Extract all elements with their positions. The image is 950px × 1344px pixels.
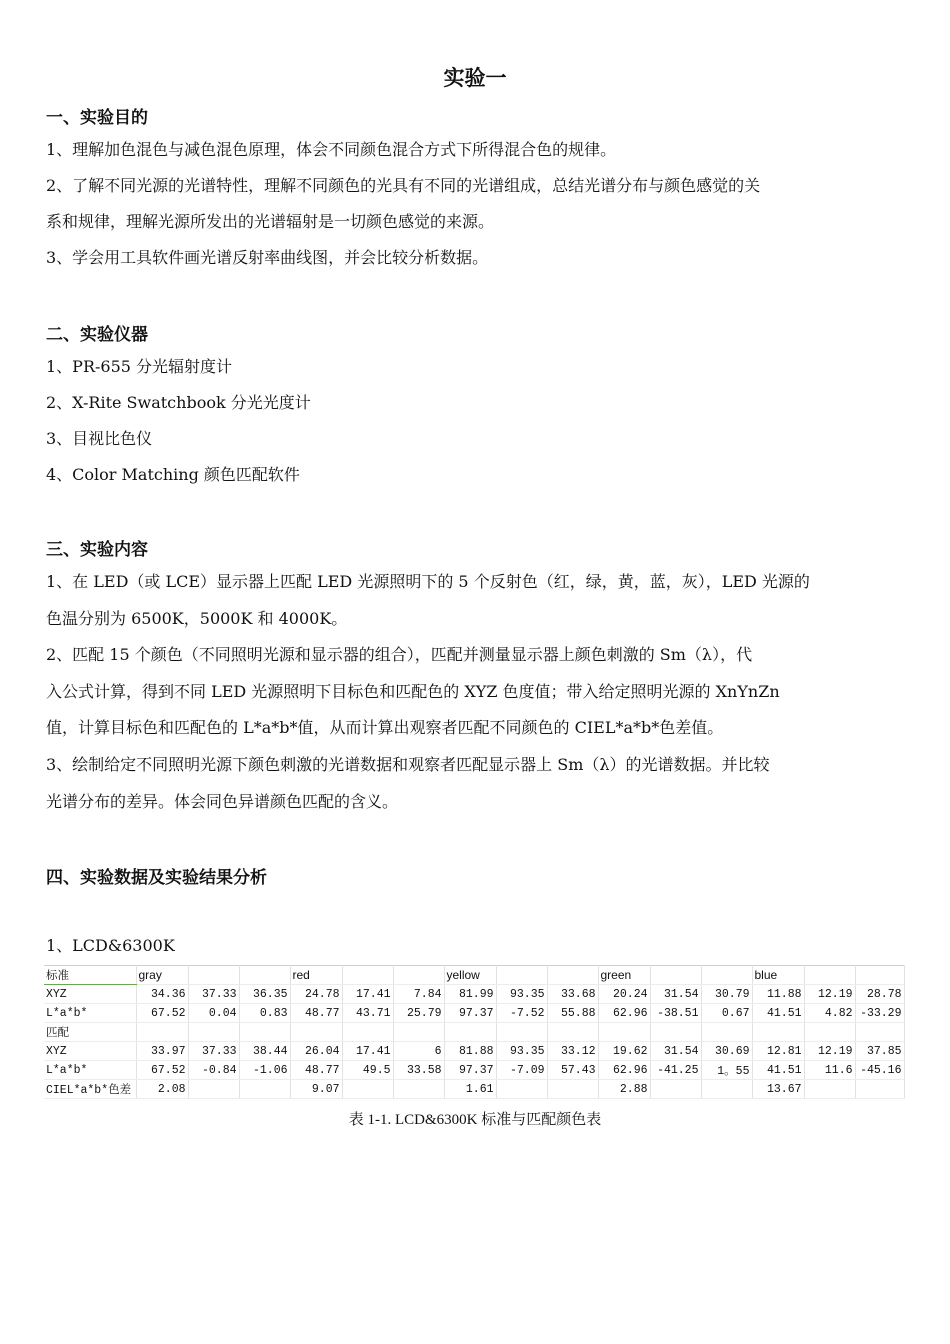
table-cell: 31.54	[650, 985, 701, 1004]
table-cell	[188, 1080, 239, 1099]
table-cell: 19.62	[598, 1042, 650, 1061]
table-cell: 33.58	[393, 1061, 444, 1080]
table-cell: 57.43	[547, 1061, 598, 1080]
paragraph-line: 1、理解加色混色与减色混色原理，体会不同颜色混合方式下所得混合色的规律。	[46, 140, 617, 159]
table-cell: 41.51	[752, 1004, 804, 1023]
table-cell: 24.78	[290, 985, 342, 1004]
table-cell	[496, 1080, 547, 1099]
table-cell	[290, 1023, 342, 1042]
paragraph-line: 光谱分布的差异。体会同色异谱颜色匹配的含义。	[46, 792, 399, 811]
table-cell: -38.51	[650, 1004, 701, 1023]
table-cell: 81.99	[444, 985, 496, 1004]
table-cell: 12.19	[804, 985, 855, 1004]
table-cell: 33.97	[136, 1042, 188, 1061]
table-cell: 48.77	[290, 1061, 342, 1080]
table-cell: -7.09	[496, 1061, 547, 1080]
table-cell: 11.88	[752, 985, 804, 1004]
section-heading-data-analysis: 四、实验数据及实验结果分析	[46, 868, 267, 888]
section-heading-purpose: 一、实验目的	[46, 108, 148, 128]
table-cell	[496, 1023, 547, 1042]
table-cell	[547, 1080, 598, 1099]
table-cell	[547, 966, 598, 985]
table-cell	[598, 1023, 650, 1042]
row-label: L*a*b*	[44, 1004, 136, 1023]
table-cell	[188, 1023, 239, 1042]
table-cell	[496, 966, 547, 985]
color-data-table	[44, 965, 905, 1099]
table-cell: 67.52	[136, 1004, 188, 1023]
table-cell: 7.84	[393, 985, 444, 1004]
table-cell	[342, 1080, 393, 1099]
table-cell	[804, 1080, 855, 1099]
page-title: 实验一	[443, 66, 507, 90]
row-label: 匹配	[44, 1023, 136, 1042]
table-cell: 0.04	[188, 1004, 239, 1023]
table-cell: 2.88	[598, 1080, 650, 1099]
table-cell	[393, 966, 444, 985]
table-cell: 62.96	[598, 1061, 650, 1080]
table-cell: -1.06	[239, 1061, 290, 1080]
table-cell: 55.88	[547, 1004, 598, 1023]
row-label: 标准	[44, 966, 136, 985]
table-cell: 49.5	[342, 1061, 393, 1080]
table-cell: 93.35	[496, 1042, 547, 1061]
table-cell: -45.16	[855, 1061, 904, 1080]
row-label: CIEL*a*b*色差	[44, 1080, 136, 1099]
table-cell: green	[598, 966, 650, 985]
table-cell: 11.6	[804, 1061, 855, 1080]
paragraph-line: 2、了解不同光源的光谱特性，理解不同颜色的光具有不同的光谱组成，总结光谱分布与颜色感觉的关	[46, 176, 761, 195]
table-cell: 20.24	[598, 985, 650, 1004]
table-cell	[342, 966, 393, 985]
table-cell: 30.69	[701, 1042, 752, 1061]
table-cell: 37.85	[855, 1042, 904, 1061]
table-cell: 48.77	[290, 1004, 342, 1023]
table-row	[44, 1042, 904, 1061]
table-cell	[650, 1023, 701, 1042]
table-cell	[701, 1023, 752, 1042]
table-cell: 41.51	[752, 1061, 804, 1080]
table-row	[44, 1061, 904, 1080]
table-cell: 17.41	[342, 985, 393, 1004]
table-cell	[855, 1023, 904, 1042]
table-cell: 26.04	[290, 1042, 342, 1061]
paragraph-line: 色温分别为 6500K，5000K 和 4000K。	[46, 609, 348, 628]
table-cell	[855, 1080, 904, 1099]
table-cell: 1。55	[701, 1061, 752, 1080]
table-cell: 37.33	[188, 985, 239, 1004]
table-cell	[239, 1080, 290, 1099]
table-row	[44, 985, 904, 1004]
table-cell: 6	[393, 1042, 444, 1061]
table-cell: 93.35	[496, 985, 547, 1004]
table-cell: red	[290, 966, 342, 985]
table-caption: 表 1-1. LCD&6300K 标准与匹配颜色表	[348, 1112, 602, 1128]
table-cell	[650, 966, 701, 985]
subsection-label: 1、LCD&6300K	[46, 936, 175, 955]
paragraph-line: 3、绘制给定不同照明光源下颜色刺激的光谱数据和观察者匹配显示器上 Sm（λ）的光谱数据。并比较	[46, 755, 770, 774]
section-heading-content: 三、实验内容	[46, 540, 148, 560]
row-label: XYZ	[44, 1042, 136, 1061]
paragraph-line: 2、匹配 15 个颜色（不同照明光源和显示器的组合），匹配并测量显示器上颜色刺激的 Sm（λ），代	[46, 645, 753, 664]
table-cell: 31.54	[650, 1042, 701, 1061]
table-cell: 34.36	[136, 985, 188, 1004]
table-cell: 97.37	[444, 1004, 496, 1023]
paragraph-line: 入公式计算，得到不同 LED 光源照明下目标色和匹配色的 XYZ 色度值；带入给定照明光源的 XnYnZn	[46, 682, 780, 701]
table-row	[44, 1023, 904, 1042]
table-cell: 4.82	[804, 1004, 855, 1023]
table-cell: 97.37	[444, 1061, 496, 1080]
table-cell	[444, 1023, 496, 1042]
table-cell: 17.41	[342, 1042, 393, 1061]
table-cell: 81.88	[444, 1042, 496, 1061]
table-cell: 12.19	[804, 1042, 855, 1061]
table-cell: yellow	[444, 966, 496, 985]
table-cell: 62.96	[598, 1004, 650, 1023]
table-row	[44, 1004, 904, 1023]
paragraph-line: 3、学会用工具软件画光谱反射率曲线图，并会比较分析数据。	[46, 248, 489, 267]
table-cell: 36.35	[239, 985, 290, 1004]
table-cell	[701, 1080, 752, 1099]
paragraph-line: 值，计算目标色和匹配色的 L*a*b*值，从而计算出观察者匹配不同颜色的 CIEL*a*b*色差值。	[46, 718, 724, 737]
table-cell: 28.78	[855, 985, 904, 1004]
table-cell: blue	[752, 966, 804, 985]
table-cell	[804, 1023, 855, 1042]
table-cell	[393, 1023, 444, 1042]
table-cell: 33.12	[547, 1042, 598, 1061]
table-cell: 1.61	[444, 1080, 496, 1099]
table-cell: 13.67	[752, 1080, 804, 1099]
paragraph-line: 2、X-Rite Swatchbook 分光光度计	[46, 393, 311, 412]
table-cell: 37.33	[188, 1042, 239, 1061]
table-cell	[188, 966, 239, 985]
table-row	[44, 1080, 904, 1099]
table-cell: -41.25	[650, 1061, 701, 1080]
table-cell: -33.29	[855, 1004, 904, 1023]
row-label: L*a*b*	[44, 1061, 136, 1080]
table-cell	[752, 1023, 804, 1042]
table-cell: 12.81	[752, 1042, 804, 1061]
table-cell: 9.07	[290, 1080, 342, 1099]
table-cell: 33.68	[547, 985, 598, 1004]
table-cell	[239, 1023, 290, 1042]
paragraph-line: 系和规律，理解光源所发出的光谱辐射是一切颜色感觉的来源。	[46, 212, 495, 231]
table-cell	[855, 966, 904, 985]
table-cell	[239, 966, 290, 985]
table-cell: 2.08	[136, 1080, 188, 1099]
section-heading-instruments: 二、实验仪器	[46, 325, 148, 345]
table-cell	[650, 1080, 701, 1099]
table-cell: 30.79	[701, 985, 752, 1004]
table-cell: 43.71	[342, 1004, 393, 1023]
table-cell: 38.44	[239, 1042, 290, 1061]
table-cell	[136, 1023, 188, 1042]
table-cell: -0.84	[188, 1061, 239, 1080]
table-cell: 0.83	[239, 1004, 290, 1023]
paragraph-line: 3、目视比色仪	[46, 429, 153, 448]
row-label: XYZ	[44, 985, 136, 1004]
table-cell: 0.67	[701, 1004, 752, 1023]
table-cell	[701, 966, 752, 985]
paragraph-line: 4、Color Matching 颜色匹配软件	[46, 465, 300, 484]
paragraph-line: 1、PR-655 分光辐射度计	[46, 357, 233, 376]
paragraph-line: 1、在 LED（或 LCE）显示器上匹配 LED 光源照明下的 5 个反射色（红，绿，黄，蓝，灰），LED 光源的	[46, 572, 810, 591]
table-cell: 25.79	[393, 1004, 444, 1023]
table-cell: -7.52	[496, 1004, 547, 1023]
table-cell	[393, 1080, 444, 1099]
table-row	[44, 966, 904, 985]
table-cell: gray	[136, 966, 188, 985]
table-cell	[342, 1023, 393, 1042]
table-cell	[547, 1023, 598, 1042]
table-cell: 67.52	[136, 1061, 188, 1080]
table-cell	[804, 966, 855, 985]
